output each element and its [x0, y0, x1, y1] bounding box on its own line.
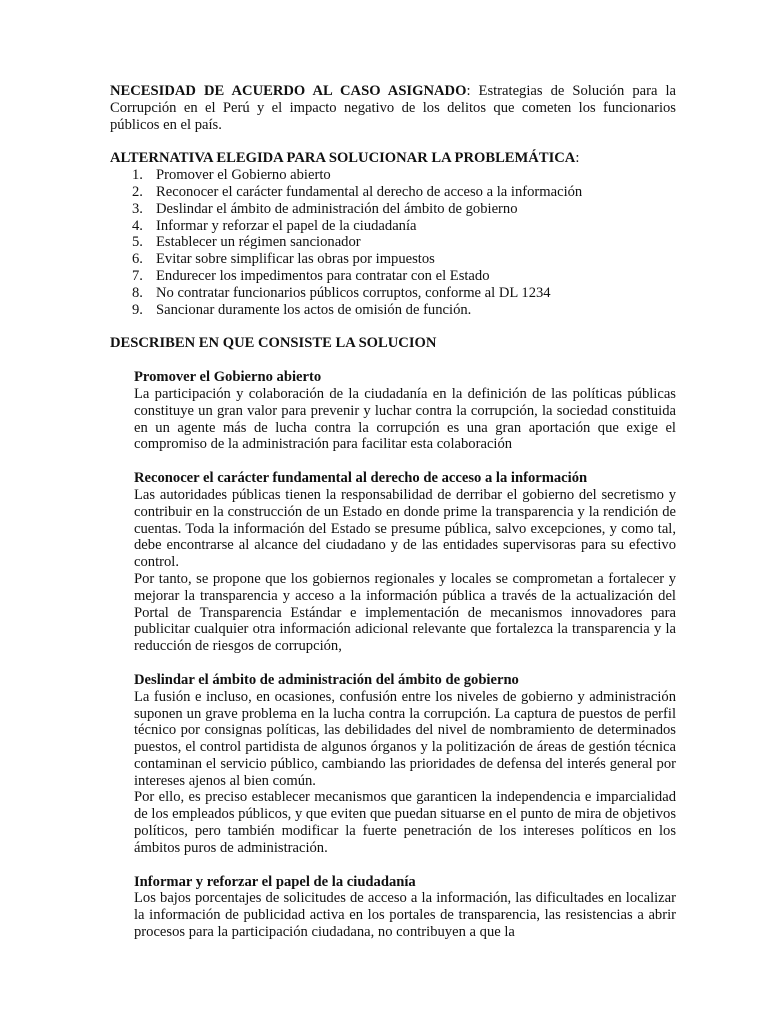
describe-heading: DESCRIBEN EN QUE CONSISTE LA SOLUCION [110, 335, 437, 352]
solution-paragraph: La fusión e incluso, en ocasiones, confusión entre los niveles de gobierno y administración suponen un grave problema en la lucha contra la corrupción. La captura de puestos de perfil técnico por consignas políticas, las debilidades del nivel de nombramiento de determinados puestos, el control partidista de algunos órganos y la politización de áreas de gestión técnica contaminan el servicio público, cambiando las prioridades de defensa del interés general por intereses ajenos al bien común. [134, 688, 676, 789]
list-text: Establecer un régimen sancionador [156, 234, 361, 251]
solution-title: Informar y reforzar el papel de la ciudadanía [134, 873, 416, 890]
list-item [110, 167, 676, 184]
list-text: Endurecer los impedimentos para contratar con el Estado [156, 267, 490, 284]
list-item [110, 218, 676, 235]
solution-title: Deslindar el ámbito de administración del ámbito de gobierno [134, 671, 519, 688]
list-number: 7. [132, 267, 143, 284]
solution-paragraph: Las autoridades públicas tienen la responsabilidad de derribar el gobierno del secretismo y contribuir en la construcción de un Estado en donde prime la transparencia y la rendición de cuentas. Toda la información del Estado se presume pública, salvo excepciones, y como tal, debe encontrarse al alcance del ciudadano y de las entidades supervisoras para su efectivo control. [134, 486, 676, 571]
list-number: 3. [132, 200, 143, 217]
solution-title: Promover el Gobierno abierto [134, 369, 322, 386]
list-item [110, 268, 676, 285]
list-item [110, 234, 676, 251]
alternatives-heading [110, 150, 676, 167]
solution-paragraph: Por tanto, se propone que los gobiernos regionales y locales se comprometan a fortalecer y mejorar la transparencia y acceso a la información pública a través de la actualización del Portal de Transparencia Estándar e implementación de mecanismos innovadores para publicitar cualquier otra información adicional relevante que fortalezca la transparencia y la reducción de riesgos de corrupción, [134, 570, 676, 655]
list-number: 8. [132, 284, 143, 301]
list-text: Sancionar duramente los actos de omisión de función. [156, 301, 472, 318]
intro-paragraph [110, 83, 676, 133]
intro-label: NECESIDAD DE ACUERDO AL CASO ASIGNADO [110, 83, 467, 99]
solution-paragraph: Los bajos porcentajes de solicitudes de acceso a la información, las dificultades en localizar la información de publicidad activa en los portales de transparencia, las resistencias a abrir procesos para la participación ciudadana, no contribuyen a que la [134, 890, 676, 941]
solution-title: Reconocer el carácter fundamental al derecho de acceso a la información [134, 470, 588, 487]
list-number: 9. [132, 301, 143, 318]
solution-section [134, 874, 676, 941]
document-page [110, 83, 676, 958]
list-text: Promover el Gobierno abierto [156, 167, 331, 184]
list-item [110, 184, 676, 201]
list-number: 4. [132, 217, 143, 234]
list-item [110, 251, 676, 268]
list-item [110, 302, 676, 319]
intro-text: : Estrategias de Solución para la Corrupción en el Perú y el impacto negativo de los delitos que cometen los funcionarios públicos en el país. [110, 83, 676, 133]
list-number: 1. [132, 167, 143, 184]
solution-paragraph: La participación y colaboración de la ciudadanía en la definición de las políticas públicas constituye un gran valor para prevenir y luchar contra la corrupción, la sociedad constituida en un agente más de lucha contra la corrupción es una gran aportación que exige el compromiso de la administración para facilitar esta colaboración [134, 385, 676, 453]
alternatives-list [110, 167, 676, 318]
list-number: 2. [132, 183, 143, 200]
list-text: No contratar funcionarios públicos corruptos, conforme al DL 1234 [156, 284, 551, 301]
solution-section [134, 672, 676, 857]
list-text: Reconocer el carácter fundamental al derecho de acceso a la información [156, 183, 583, 200]
solution-section [134, 470, 676, 655]
list-item [110, 285, 676, 302]
solution-section [134, 369, 676, 453]
list-number: 5. [132, 234, 143, 251]
alternatives-label: ALTERNATIVA ELEGIDA PARA SOLUCIONAR LA PROBLEMÁTICA [110, 150, 576, 167]
list-text: Informar y reforzar el papel de la ciudadanía [156, 217, 417, 234]
list-number: 6. [132, 251, 143, 268]
list-item [110, 201, 676, 218]
list-text: Evitar sobre simplificar las obras por impuestos [156, 251, 435, 268]
solution-paragraph: Por ello, es preciso establecer mecanismos que garanticen la independencia e imparcialidad de los empleados públicos, y que eviten que puedan situarse en el punto de mira de objetivos políticos, pero también modificar la fuerte penetración de los intereses políticos en los ámbitos puros de administración. [134, 789, 676, 856]
alternatives-colon: : [575, 150, 580, 167]
list-text: Deslindar el ámbito de administración del ámbito de gobierno [156, 200, 518, 217]
